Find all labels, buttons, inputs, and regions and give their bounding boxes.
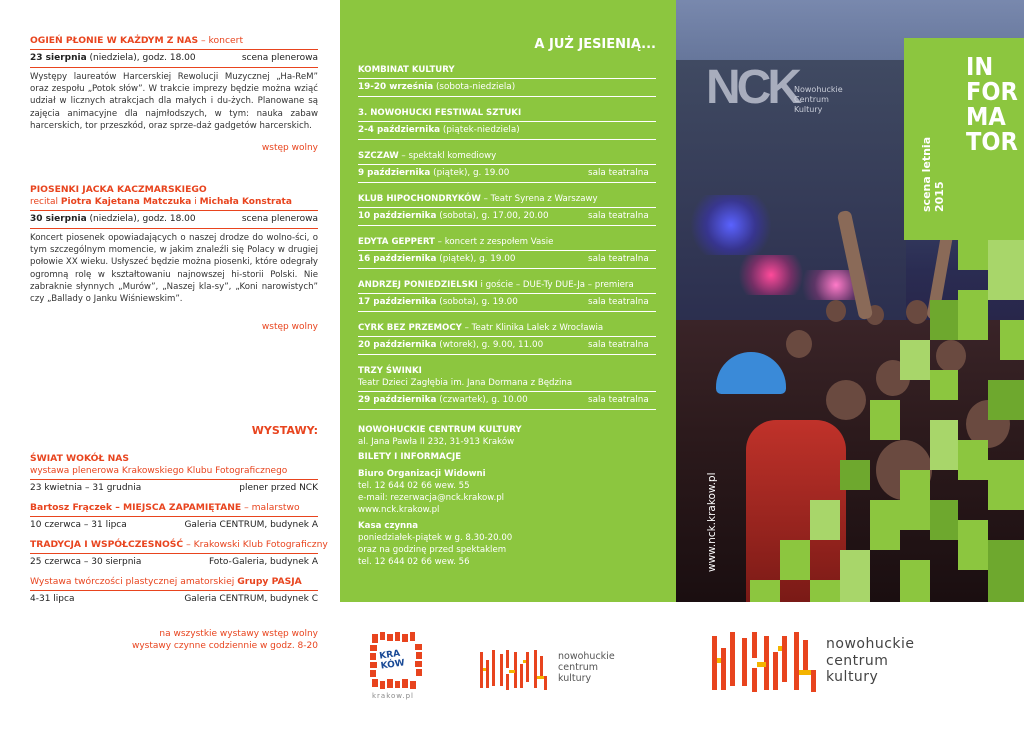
krakow-url[interactable]: krakow.pl — [372, 692, 415, 700]
autumn-event: TRZY ŚWINKI Teatr Dzieci Zagłębia im. Jana Dormana z Będzina 29 października (czwartek), g. 10.00 sala teatralna — [358, 365, 656, 410]
event-date: 30 sierpnia (niedziela), godz. 18.00 scena plenerowa — [30, 214, 318, 224]
autumn-event: CYRK BEZ PRZEMOCY – Teatr Klinika Lalek z Wrocławia 20 października (wtorek), g. 9.00, 11.00 sala teatralna — [358, 322, 656, 355]
event-title: PIOSENKI JACKA KACZMARSKIEGO — [30, 184, 207, 195]
nck-logo-small-text: nowohuckie centrum kultury — [558, 651, 615, 684]
nck-logo-large — [712, 632, 817, 692]
event-description: Koncert piosenek opowiadających o naszej drodze do wolno-ści, o tym szczególnym momencie, w jakim znaleźli się Polacy w drugiej połowie XX wieku. Usłyszeć będzie można piosenki, które odegrały ogromną rolę w kształtowaniu najnowszej hi-storii Polski. Nie zabraknie słynnych „Murów”, „Naszej kla-sy”, „Koni narowistych” czy „Ballady o Janku Wiśniewskim”. — [30, 233, 318, 305]
event-title: OGIEŃ PŁONIE W KAŻDYM Z NAS – koncert — [30, 35, 244, 46]
middle-panel — [340, 0, 676, 602]
event-subtitle: recital Piotra Kajetana Matczuka i Michała Konstrata — [30, 197, 292, 207]
left-panel — [0, 0, 340, 730]
autumn-event: KOMBINAT KULTURY 19-20 września (sobota-niedziela) — [358, 64, 656, 97]
email-link[interactable]: e-mail: rezerwacja@nck.krakow.pl — [358, 493, 505, 503]
contact-block: NOWOHUCKIE CENTRUM KULTURY al. Jana Pawła II 232, 31-913 Kraków BILETY I INFORMACJE Biuro Organizacji Widowni tel. 12 644 02 66 wew. 55 e-mail: rezerwacja@nck.krakow.pl www.nck.krakow.pl Kasa czynna poniedziałek-piątek w g. 8.30-20.00 oraz na godzinę przed spektaklem tel. 12 644 02 66 wew. 56 — [358, 424, 656, 568]
stage-logo: NCK — [706, 61, 798, 114]
exhibitions-note: na wszystkie wystawy wstęp wolny wystawy czynne codziennie w godz. 8-20 — [131, 629, 318, 651]
autumn-event: ANDRZEJ PONIEDZIELSKI i goście – DUE-Ty DUE-Ja – premiera 17 października (sobota), g. 19.00 sala teatralna — [358, 279, 656, 312]
autumn-event: KLUB HIPOCHONDRYKÓW – Teatr Syrena z Warszawy 10 października (sobota), g. 17.00, 20.00 sala teatralna — [358, 193, 656, 226]
logo-strip — [340, 602, 1024, 730]
event-piosenki-kaczmarskiego — [30, 184, 318, 333]
autumn-event: SZCZAW – spektakl komediowy 9 października (piątek), g. 19.00 sala teatralna — [358, 150, 656, 183]
exhibition-item: Wystawa twórczości plastycznej amatorskiej Grupy PASJA 4-31 lipca Galeria CENTRUM, budynek C — [30, 576, 318, 604]
nck-logo-large-text: nowohuckie centrum kultury — [826, 636, 915, 685]
vertical-website-url[interactable]: www.nck.krakow.pl — [706, 472, 718, 572]
autumn-event: EDYTA GEPPERT – koncert z zespołem Vasie 16 października (piątek), g. 19.00 sala teatralna — [358, 236, 656, 269]
exhibitions-section — [30, 424, 328, 652]
free-entry-label: wstęp wolny — [261, 322, 318, 333]
phone-text: tel. 12 644 02 66 wew. 55 — [358, 481, 470, 491]
krakow-logo: KRA KÓW — [370, 632, 422, 694]
autumn-header: A JUŻ JESIENIĄ... — [534, 37, 656, 52]
exhibition-item: TRADYCJA I WSPÓŁCZESNOŚĆ – Krakowski Klub Fotograficzny 25 czerwca – 30 sierpnia Foto-Galeria, budynek A — [30, 539, 328, 567]
exhibitions-header: WYSTAWY: — [251, 424, 318, 437]
nck-logo-small — [480, 650, 548, 690]
stage-logo-text: Nowohuckie Centrum Kultury — [794, 85, 843, 114]
event-date: 23 sierpnia (niedziela), godz. 18.00 scena plenerowa — [30, 53, 318, 63]
autumn-events-list — [358, 64, 656, 410]
cover-subtitle: scena letnia 2015 — [920, 136, 946, 212]
autumn-event: 3. NOWOHUCKI FESTIWAL SZTUKI 2-4 października (piątek-niedziela) — [358, 107, 656, 140]
cover-title: IN FOR MA TOR — [966, 52, 1018, 156]
event-ogien-plonie — [30, 35, 318, 154]
free-entry-label: wstęp wolny — [261, 143, 318, 154]
exhibition-item: Bartosz Frączek – MIEJSCA ZAPAMIĘTANE – malarstwo 10 czerwca – 31 lipca Galeria CENTRUM, budynek A — [30, 502, 318, 530]
exhibition-item: ŚWIAT WOKÓŁ NAS wystawa plenerowa Krakowskiego Klubu Fotograficznego 23 kwietnia – 31 grudnia plener przed NCK — [30, 453, 318, 493]
event-description: Występy laureatów Harcerskiej Rewolucji Muzycznej „Ha-ReM” oraz zespołu „Potok słów”. W trakcie imprezy będzie można wziąć udział w licznych atrakcjach dla małych i du-żych. Planowane są zajęcia animacyjne dla najmłodszych, w tym: nauka zabaw harcerskich, tor przeszkód, oraz sprze-daż gadgetów harcerskich. — [30, 72, 318, 131]
website-link[interactable]: www.nck.krakow.pl — [358, 505, 440, 515]
